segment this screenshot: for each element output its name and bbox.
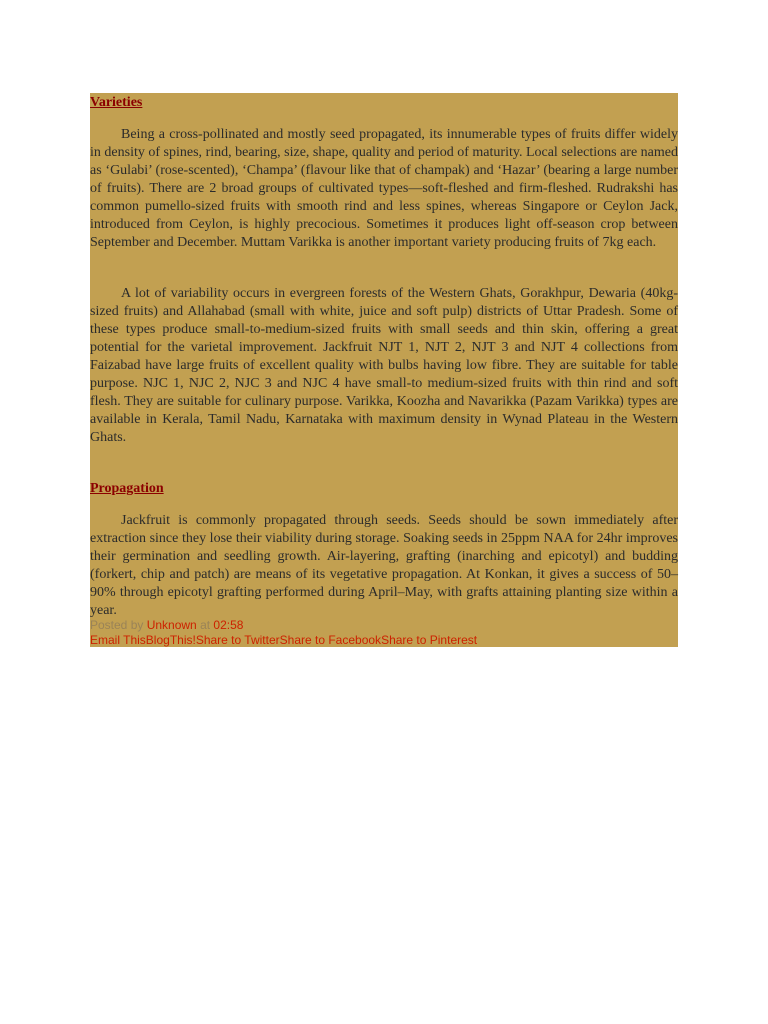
timestamp-link[interactable]: 02:58 bbox=[213, 618, 244, 632]
share-facebook-link[interactable]: Share to Facebook bbox=[279, 633, 382, 647]
paragraph-varieties-1: Being a cross-pollinated and mostly seed propagated, its innumerable types of fruits differ widely in density of spines, rind, bearing, size, shape, quality and period of maturity. Local selections are named as ‘Gulabi’ (rose-scented), ‘Champa’ (flavour like that of champak) and ‘Hazar’ (bearing a large number of fruits). There are 2 broad groups of cultivated types—soft-fleshed and firm-fleshed. Rudrakshi has common pumello-sized fruits with smooth rind and less spines, whereas Singapore or Ceylon Jack, introduced from Ceylon, is highly precocious. Sometimes it produces light off-season crop between September and December. Muttam Varikka is another important variety producing fruits of 7kg each. bbox=[90, 127, 678, 250]
author-link[interactable]: Unknown bbox=[146, 618, 197, 632]
posted-by-label: Posted by bbox=[90, 618, 147, 632]
post-meta bbox=[90, 617, 678, 633]
share-twitter-link[interactable]: Share to Twitter bbox=[195, 633, 280, 647]
paragraph-varieties-2: A lot of variability occurs in evergreen forests of the Western Ghats, Gorakhpur, Dewaria (40kg-sized fruits) and Allahabad (small with white, juice and soft pulp) districts of Uttar Pradesh. Some of these types produce small-to-medium-sized fruits with small seeds and thin skin, offering a great potential for the varietal improvement. Jackfruit NJT 1, NJT 2, NJT 3 and NJT 4 collections from Faizabad have large fruits of excellent quality with bulbs having low fibre. They are suitable for table purpose. NJC 1, NJC 2, NJC 3 and NJC 4 have small-to medium-sized fruits with thin rind and soft flesh. They are suitable for culinary purpose. Varikka, Koozha and Navarikka (Pazam Varikka) types are available in Kerala, Tamil Nadu, Karnataka with maximum density in Wynad Plateau in the Western Ghats. bbox=[90, 286, 678, 445]
heading-varieties: Varieties bbox=[90, 95, 143, 110]
at-label: at bbox=[196, 618, 214, 632]
heading-propagation: Propagation bbox=[90, 481, 164, 496]
share-pinterest-link[interactable]: Share to Pinterest bbox=[381, 633, 478, 647]
share-blogthis-link[interactable]: BlogThis! bbox=[145, 633, 196, 647]
share-email-link[interactable]: Email This bbox=[90, 633, 146, 647]
share-bar bbox=[90, 632, 678, 648]
blog-post bbox=[90, 93, 678, 647]
paragraph-propagation-1: Jackfruit is commonly propagated through seeds. Seeds should be sown immediately after extraction since they lose their viability during storage. Soaking seeds in 25ppm NAA for 24hr improves their germination and seedling growth. Air-layering, grafting (inarching and epicotyl) and budding (forkert, chip and patch) are means of its vegetative propagation. At Konkan, it gives a success of 50–90% through epicotyl grafting performed during April–May, with grafts attaining planting size within a year. bbox=[90, 513, 678, 618]
